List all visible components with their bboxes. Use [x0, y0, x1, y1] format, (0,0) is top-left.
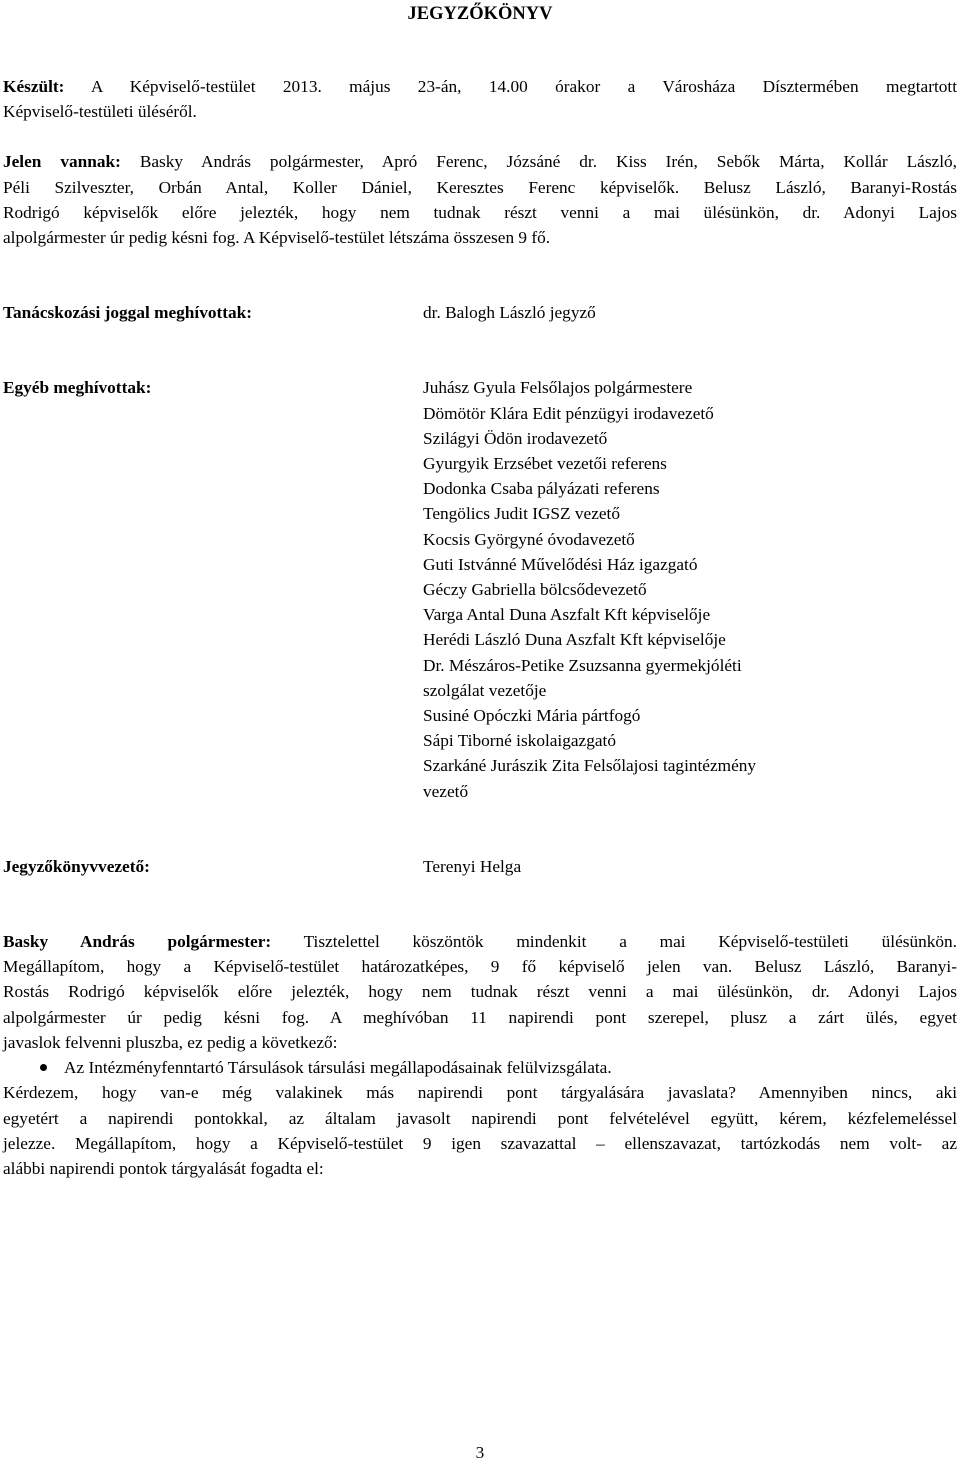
- keszult-line-2: Képviselő-testületi üléséről.: [3, 102, 197, 122]
- tanacskozasi-value: dr. Balogh László jegyző: [423, 303, 596, 323]
- jegyzokonyvvezeto-label: Jegyzőkönyvvezető:: [3, 856, 150, 876]
- jelen-text: Basky András polgármester, Apró Ferenc, Józsáné dr. Kiss Irén, Sebők Márta, Kollár László,: [139, 152, 957, 172]
- spacer: [3, 27, 957, 74]
- page-title: JEGYZŐKÖNYV: [407, 4, 553, 24]
- body-line: Kérdezem, hogy van-e még valakinek más napirendi pont tárgyalására javaslata? Amennyiben nincs, aki: [3, 1083, 957, 1103]
- body-line: jelezze. Megállapítom, hogy a Képviselő-testület 9 igen szavazattal – ellenszavazat, tartózkodás nem volt- az: [3, 1133, 957, 1153]
- invitee-item: Varga Antal Duna Aszfalt Kft képviselője: [423, 605, 711, 625]
- spacer: [3, 879, 957, 929]
- body-line: [3, 929, 957, 954]
- body-line: Rostás Rodrigó képviselők előre jelezték, hogy nem tudnak részt venni a mai ülésünkön, dr. Adonyi Lajos: [3, 982, 957, 1002]
- invitee-item: Kocsis Györgyné óvodavezető: [423, 529, 635, 549]
- invitee-item: Herédi László Duna Aszfalt Kft képviselője: [423, 630, 726, 650]
- invitee-item: Géczy Gabriella bölcsődevezető: [423, 580, 647, 600]
- body-text: Tisztelettel köszöntök mindenkit a mai Képviselő-testületi ülésünkön.: [303, 932, 957, 952]
- jelen-line: [3, 149, 957, 174]
- invitee-item: Sápi Tiborné iskolaigazgató: [423, 731, 616, 751]
- speaker-label: Basky András polgármester:: [3, 932, 272, 952]
- spacer: [3, 804, 957, 854]
- tanacskozasi-row: [3, 300, 957, 325]
- invitee-item: Guti Istvánné Művelődési Ház igazgató: [423, 554, 698, 574]
- body-line: egyetért a napirendi pontokkal, az általam javasolt napirendi pont felvételével együtt, kérem, kézfelemeléssel: [3, 1108, 957, 1128]
- invitee-item: Juhász Gyula Felsőlajos polgármestere: [423, 378, 693, 398]
- jelen-line: Rodrigó képviselők előre jelezték, hogy nem tudnak részt venni a mai ülésünkön, dr. Adonyi Lajos: [3, 202, 957, 222]
- keszult-line: [3, 74, 957, 99]
- bullet-item: [3, 1055, 957, 1080]
- invitee-item: Susiné Opóczki Mária pártfogó: [423, 706, 641, 726]
- invitee-item: szolgálat vezetője: [423, 680, 547, 700]
- jegyzokonyvvezeto-row: [3, 854, 957, 879]
- invitee-item: Szilágyi Ödön irodavezető: [423, 428, 608, 448]
- invitee-item: Dömötör Klára Edit pénzügyi irodavezető: [423, 403, 714, 423]
- jegyzokonyvvezeto-value: Terenyi Helga: [423, 856, 522, 876]
- jelen-line: Péli Szilveszter, Orbán Antal, Koller Dániel, Keresztes Ferenc képviselők. Belusz László, Baranyi-Rostás: [3, 177, 957, 197]
- body-line: javaslok felvenni pluszba, ez pedig a következő:: [3, 1032, 338, 1052]
- invitee-item: Tengölics Judit IGSZ vezető: [423, 504, 621, 524]
- bullet-icon: [3, 1055, 64, 1080]
- jelen-line: alpolgármester úr pedig késni fog. A Képviselő-testület létszáma összesen 9 fő.: [3, 228, 551, 248]
- invitee-item: vezető: [423, 781, 469, 801]
- spacer: [3, 325, 957, 375]
- egyeb-list: [423, 375, 957, 803]
- bullet-text: Az Intézményfenntartó Társulások társulási megállapodásainak felülvizsgálata.: [64, 1058, 612, 1078]
- document-page: [3, 0, 957, 1181]
- egyeb-row: [3, 375, 957, 803]
- jelen-label: Jelen vannak:: [3, 152, 121, 172]
- body-line: alábbi napirendi pontok tárgyalását fogadta el:: [3, 1158, 324, 1178]
- spacer: [3, 250, 957, 300]
- body-line: Megállapítom, hogy a Képviselő-testület határozatképes, 9 fő képviselő jelen van. Belusz László, Baranyi-: [3, 957, 957, 977]
- invitee-item: Dr. Mészáros-Petike Zsuzsanna gyermekjóléti: [423, 655, 742, 675]
- invitee-item: Gyurgyik Erzsébet vezetői referens: [423, 454, 667, 474]
- spacer: [3, 124, 957, 149]
- keszult-label: Készült:: [3, 77, 65, 96]
- keszult-text: A Képviselő-testület 2013. május 23-án, 14.00 órakor a Városháza Dísztermében megtartott: [90, 77, 957, 96]
- page-number: 3: [475, 1443, 485, 1462]
- tanacskozasi-label: Tanácskozási joggal meghívottak:: [3, 303, 252, 323]
- egyeb-label: Egyéb meghívottak:: [3, 378, 152, 398]
- invitee-item: Szarkáné Jurászik Zita Felsőlajosi tagintézmény: [423, 756, 757, 776]
- invitee-item: Dodonka Csaba pályázati referens: [423, 479, 660, 499]
- body-line: alpolgármester úr pedig késni fog. A meghívóban 11 napirendi pont szerepel, plusz a zárt ülés, egyet: [3, 1007, 957, 1027]
